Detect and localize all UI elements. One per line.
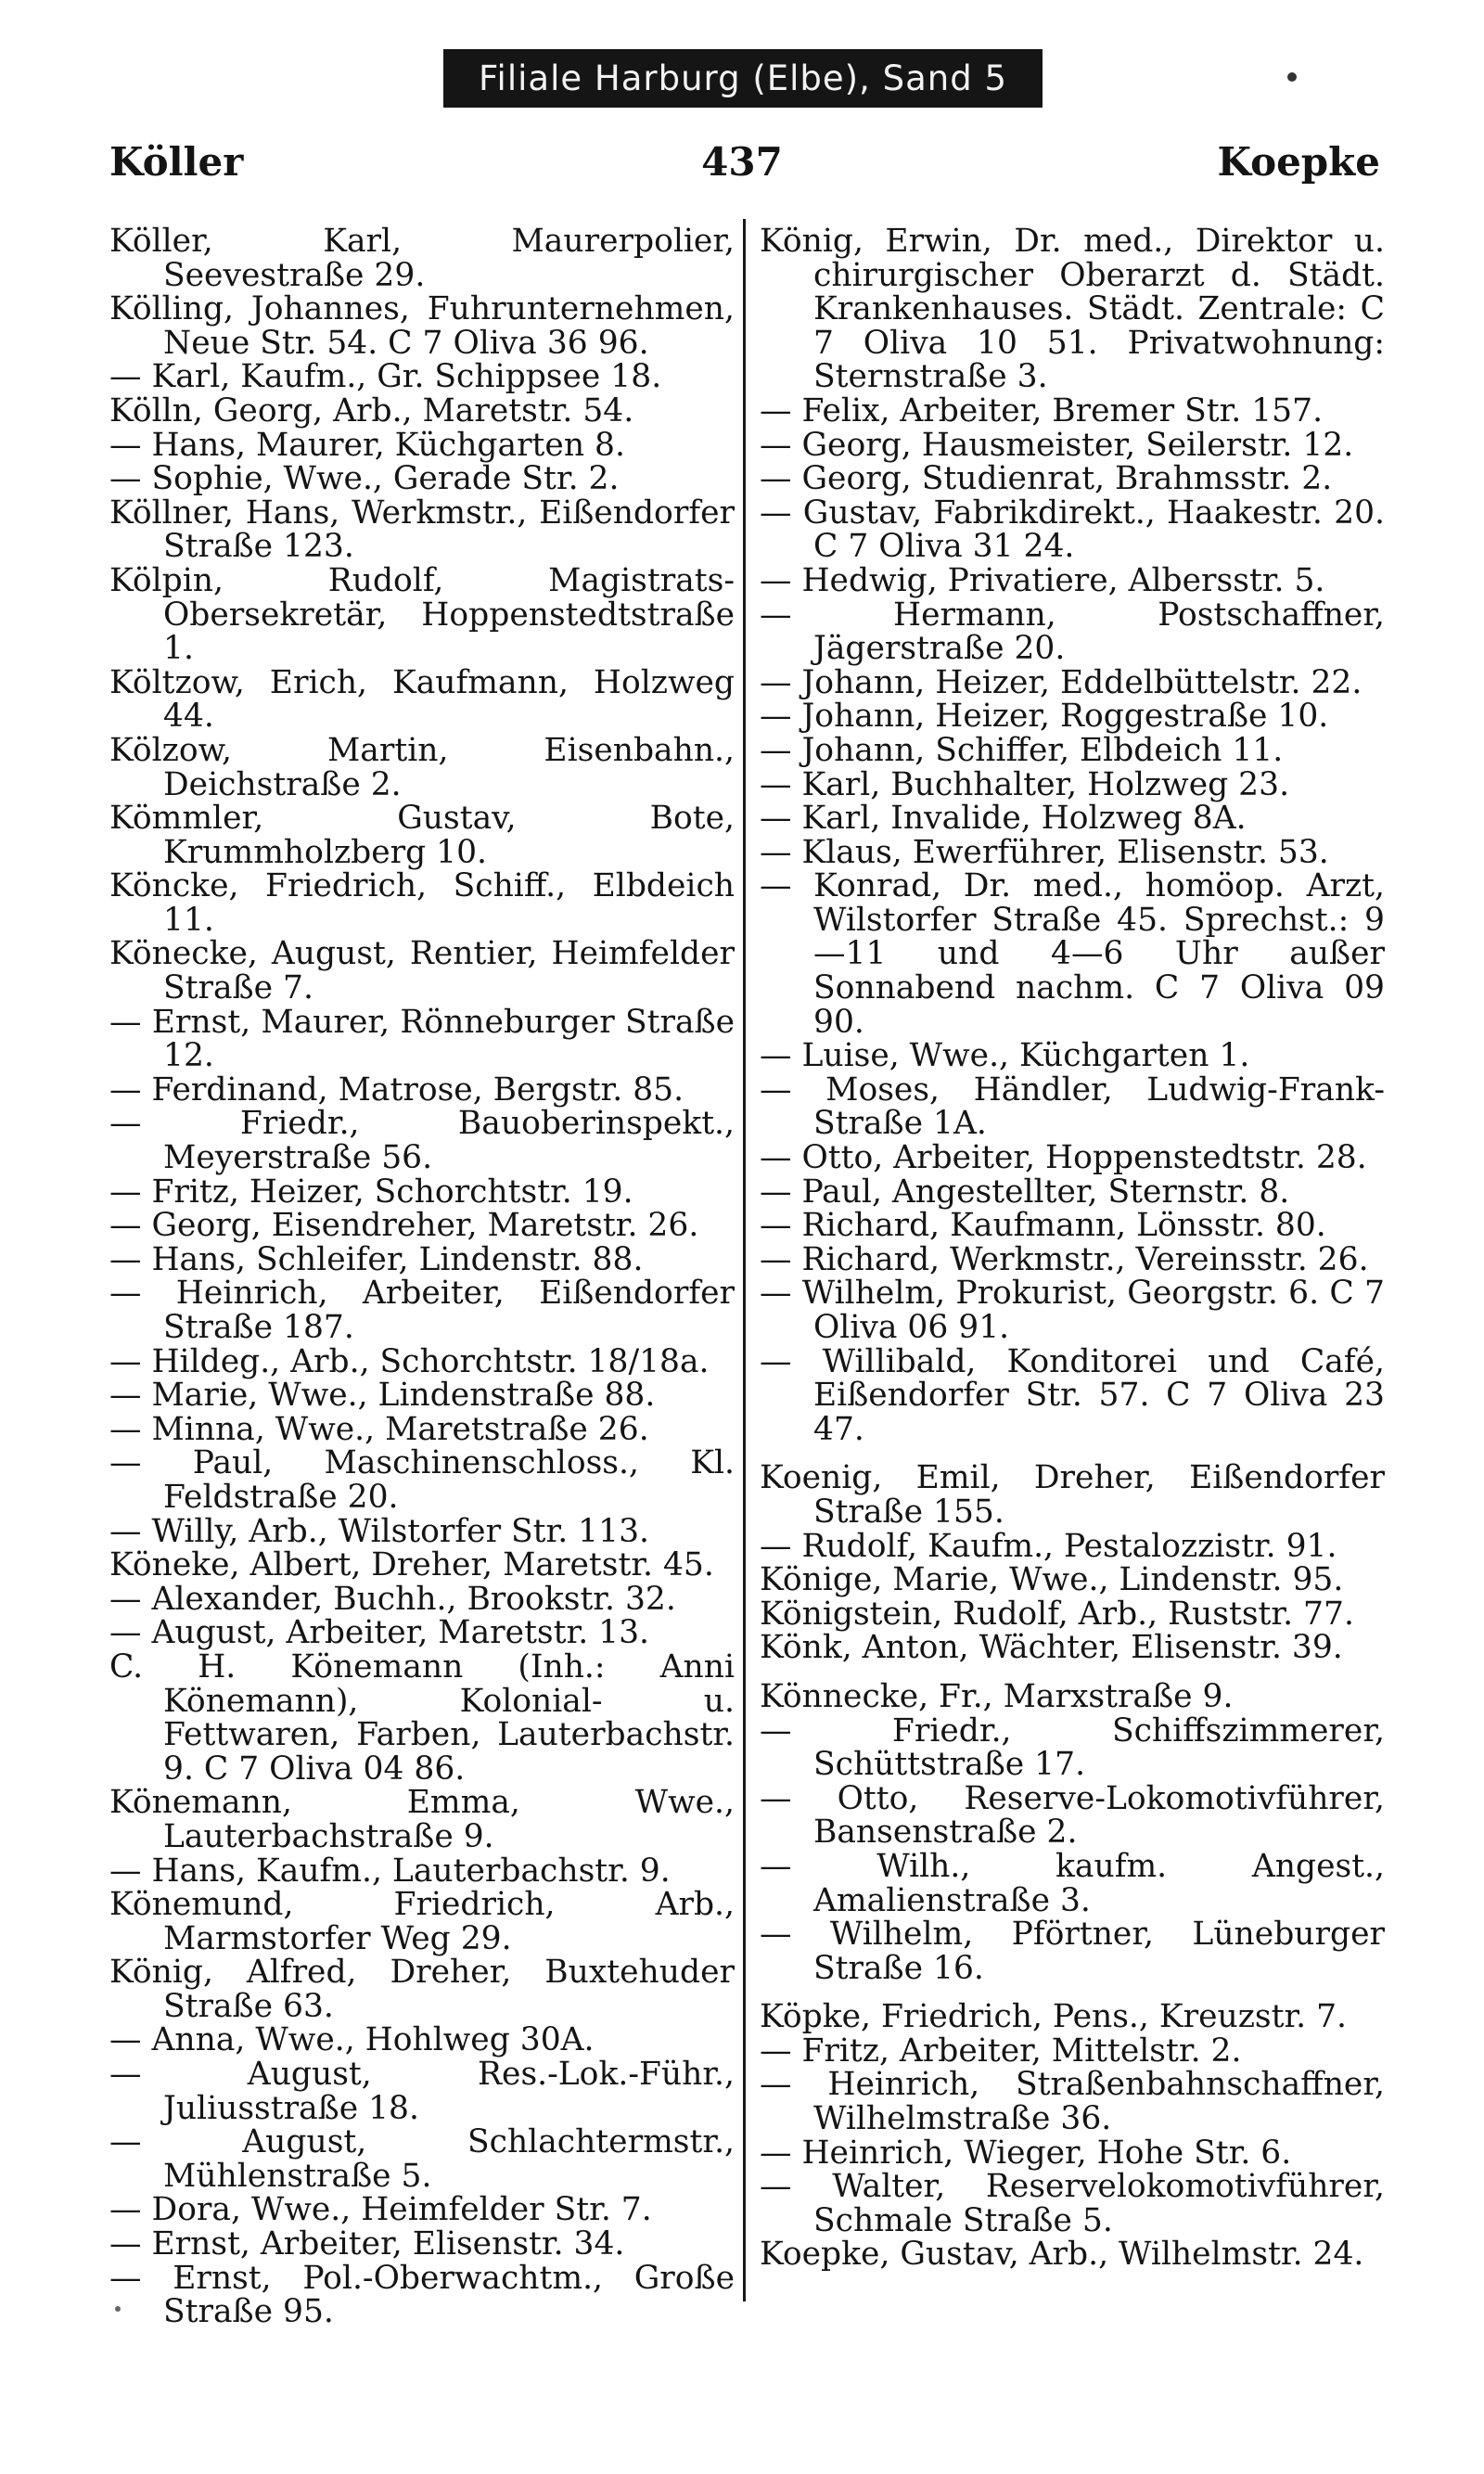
entry: Köllner, Hans, Werkmstr., Eißendorfer Straße 123. [109, 494, 735, 566]
entry: — August, Arbeiter, Maretstr. 13. [109, 1614, 650, 1652]
entry: — Hermann, Postschaffner, Jägerstraße 20. [760, 596, 1385, 668]
entry: — Otto, Arbeiter, Hoppenstedtstr. 28. [760, 1139, 1367, 1177]
entry: König, Erwin, Dr. med., Direktor u. chirurgischer Oberarzt d. Städt. Krankenhauses. Städt. Zentrale: C 7 Oliva 10 51. Privatwohnung: Sternstraße 3. [760, 223, 1385, 396]
entry: — Hans, Maurer, Küchgarten 8. [109, 426, 625, 464]
entry: — Otto, Reserve-Lokomotivführer, Bansenstraße 2. [760, 1779, 1385, 1852]
page-number: 437 [701, 139, 783, 185]
entry: Koenig, Emil, Dreher, Eißendorfer Straße 155. [760, 1459, 1385, 1531]
entry: — Ernst, Pol.-Oberwachtm., Große Straße 95. [109, 2259, 735, 2331]
entry: Könnecke, Fr., Marxstraße 9. [760, 1677, 1234, 1715]
entry: — Hildeg., Arb., Schorchtstr. 18/18a. [109, 1342, 710, 1380]
entry: — Friedr., Schiffszimmerer, Schüttstraße 17. [760, 1711, 1385, 1784]
entry: — Karl, Invalide, Holzweg 8A. [760, 800, 1247, 838]
entry: — Ernst, Maurer, Rönneburger Straße 12. [109, 1003, 735, 1075]
entry: — Wilhelm, Prokurist, Georgstr. 6. C 7 Oliva 06 91. [760, 1275, 1385, 1346]
entry: Kölzow, Martin, Eisenbahn., Deichstraße 2. [109, 731, 735, 803]
entry: — Fritz, Arbeiter, Mittelstr. 2. [760, 2032, 1242, 2070]
entry: — Gustav, Fabrikdirekt., Haakestr. 20. C 7 Oliva 31 24. [760, 494, 1385, 566]
entry: Königstein, Rudolf, Arb., Ruststr. 77. [760, 1595, 1354, 1633]
entry: — Richard, Kaufmann, Lönsstr. 80. [760, 1207, 1326, 1245]
entry: — Johann, Schiffer, Elbdeich 11. [760, 731, 1284, 769]
entry: König, Alfred, Dreher, Buxtehuder Straße 63. [109, 1954, 735, 2025]
running-head-right: Koepke [1217, 139, 1380, 185]
entry: — Johann, Heizer, Roggestraße 10. [760, 698, 1329, 736]
entry: Köpke, Friedrich, Pens., Kreuzstr. 7. [760, 1998, 1348, 2036]
right-column [760, 224, 1385, 2272]
entry: — Willy, Arb., Wilstorfer Str. 113. [109, 1512, 650, 1550]
entry: — August, Res.-Lok.-Führ., Juliusstraße 18. [109, 2056, 735, 2127]
entry: Köncke, Friedrich, Schiff., Elbdeich 11. [109, 867, 735, 939]
entry: Könemund, Friedrich, Arb., Marmstorfer Weg 29. [109, 1886, 735, 1957]
entry: Költzow, Erich, Kaufmann, Holzweg 44. [109, 663, 735, 736]
entry: — Georg, Eisendreher, Maretstr. 26. [109, 1207, 699, 1245]
entry: — Heinrich, Wieger, Hohe Str. 6. [760, 2134, 1292, 2172]
entry: — Ferdinand, Matrose, Bergstr. 85. [109, 1070, 684, 1109]
entry: Könecke, August, Rentier, Heimfelder Straße 7. [109, 935, 735, 1007]
entry: C. H. Könemann (Inh.: Anni Könemann), Kolonial- u. Fettwaren, Farben, Lauterbachstr. 9. C 7 Oliva 04 86. [109, 1647, 735, 1788]
entry: — Konrad, Dr. med., homöop. Arzt, Wilstorfer Straße 45. Sprechst.: 9—11 und 4—6 Uhr außer Sonnabend nachm. C 7 Oliva 09 90. [760, 867, 1385, 1041]
print-speck [1287, 72, 1297, 82]
left-column [109, 224, 735, 2329]
entry: — Rudolf, Kaufm., Pestalozzistr. 91. [760, 1527, 1337, 1565]
entry: — Anna, Wwe., Hohlweg 30A. [109, 2021, 595, 2059]
entry: — Marie, Wwe., Lindenstraße 88. [109, 1377, 656, 1415]
entry: — Georg, Studienrat, Brahmsstr. 2. [760, 460, 1333, 498]
entry: Könemann, Emma, Wwe., Lauterbachstraße 9. [109, 1784, 735, 1855]
branch-banner: Filiale Harburg (Elbe), Sand 5 [443, 49, 1043, 108]
entry: — Luise, Wwe., Küchgarten 1. [760, 1037, 1250, 1075]
entry: Köller, Karl, Maurerpolier, Seevestraße 29. [109, 223, 735, 294]
entry: — Hedwig, Privatiere, Albersstr. 5. [760, 561, 1325, 599]
entry: — Sophie, Wwe., Gerade Str. 2. [109, 460, 620, 498]
column-divider [743, 219, 746, 2301]
print-speck [115, 2306, 121, 2312]
entry: Kölling, Johannes, Fuhrunternehmen, Neue Str. 54. C 7 Oliva 36 96. [109, 290, 735, 362]
entry: — Paul, Maschinenschloss., Kl. Feldstraße 20. [109, 1444, 735, 1516]
entry: — Ernst, Arbeiter, Elisenstr. 34. [109, 2225, 625, 2263]
entry: — Minna, Wwe., Maretstraße 26. [109, 1410, 649, 1448]
entry: Kömmler, Gustav, Bote, Krummholzberg 10. [109, 800, 735, 871]
entry: Kölpin, Rudolf, Magistrats-Obersekretär, Hoppenstedtstraße 1. [109, 561, 735, 668]
entry: Könige, Marie, Wwe., Lindenstr. 95. [760, 1561, 1344, 1599]
entry: — Fritz, Heizer, Schorchtstr. 19. [109, 1173, 633, 1211]
running-head-left: Köller [109, 139, 244, 185]
entry: — Paul, Angestellter, Sternstr. 8. [760, 1173, 1290, 1211]
entry: — Heinrich, Straßenbahnschaffner, Wilhelmstraße 36. [760, 2066, 1385, 2138]
entry: — Hans, Schleifer, Lindenstr. 88. [109, 1240, 644, 1278]
entry: — Dora, Wwe., Heimfelder Str. 7. [109, 2191, 652, 2229]
entry: — Willibald, Konditorei und Café, Eißendorfer Str. 57. C 7 Oliva 23 47. [760, 1342, 1385, 1448]
entry: — Friedr., Bauoberinspekt., Meyerstraße 56. [109, 1105, 735, 1177]
entry: — Karl, Kaufm., Gr. Schippsee 18. [109, 358, 662, 396]
entry: — Walter, Reservelokomotivführer, Schmale Straße 5. [760, 2168, 1385, 2239]
entry: — Moses, Händler, Ludwig-Frank-Straße 1A. [760, 1070, 1385, 1143]
entry: Könk, Anton, Wächter, Elisenstr. 39. [760, 1629, 1343, 1667]
entry: — Georg, Hausmeister, Seilerstr. 12. [760, 426, 1354, 464]
entry: — Felix, Arbeiter, Bremer Str. 157. [760, 391, 1324, 429]
entry: — Hans, Kaufm., Lauterbachstr. 9. [109, 1852, 671, 1890]
entry: Koepke, Gustav, Arb., Wilhelmstr. 24. [760, 2236, 1364, 2274]
entry: Köneke, Albert, Dreher, Maretstr. 45. [109, 1546, 714, 1584]
entry: Kölln, Georg, Arb., Maretstr. 54. [109, 391, 634, 429]
entry: — Karl, Buchhalter, Holzweg 23. [760, 765, 1290, 803]
entry: — Johann, Heizer, Eddelbüttelstr. 22. [760, 663, 1362, 701]
entry: — Wilhelm, Pförtner, Lüneburger Straße 16. [760, 1916, 1385, 1987]
entry: — Heinrich, Arbeiter, Eißendorfer Straße 187. [109, 1275, 735, 1346]
entry: — August, Schlachtermstr., Mühlenstraße 5. [109, 2123, 735, 2195]
entry: — Wilh., kaufm. Angest., Amalienstraße 3. [760, 1847, 1385, 1919]
entry: — Richard, Werkmstr., Vereinsstr. 26. [760, 1240, 1369, 1278]
entry: — Alexander, Buchh., Brookstr. 32. [109, 1580, 676, 1618]
entry: — Klaus, Ewerführer, Elisenstr. 53. [760, 833, 1329, 871]
